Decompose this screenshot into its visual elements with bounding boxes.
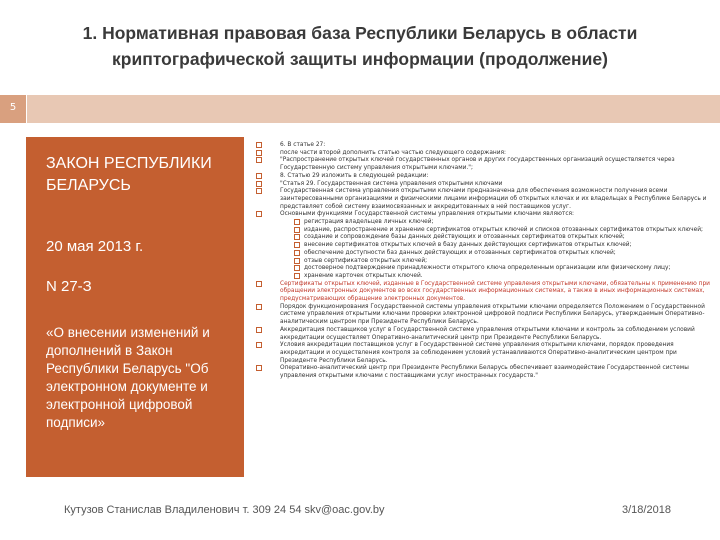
square-bullet-icon <box>294 219 300 225</box>
slide-number: 5 <box>9 102 17 113</box>
square-bullet-icon <box>256 150 262 156</box>
list-item-text: Государственная система управления открытыми ключами предназначена для обеспечения возможности получения всеми заинтересованными организациями и физическими лицами информации об открытых ключах и их владельцах в Республике Беларусь и представляет собой систему взаимосвязанных и аккредитованных в ней поставщиков услуг. <box>280 186 707 210</box>
list-item-text: Порядок функционирования Государственной системы управления открытыми ключами определяется Положением о Государственной системе управления открытыми ключами проверки электронной цифровой подписи Республики Беларусь, утверждаемым Оперативно-аналитическим центром при Президенте Республики Беларусь. <box>280 301 705 326</box>
law-heading: ЗАКОН РЕСПУБЛИКИ БЕЛАРУСЬ <box>46 155 212 194</box>
list-subitem-text: хранение карточек открытых ключей. <box>304 270 423 279</box>
slide-title-line2: криптографической защиты информации (продолжение) <box>112 49 608 69</box>
list-item-text: "Распространение открытых ключей государственных органов и других государственных организаций осуществляется через Государственную систему управления открытыми ключами."; <box>280 155 675 172</box>
list-item-text: Сертификаты открытых ключей, изданные в Государственной системе управления открытыми ключами, обязательны к применению при обращении электронных документов во всех государственных информационных системах, а также в иных информационных системах, предусматривающих обращение электронных документов. <box>280 278 710 303</box>
square-bullet-icon <box>256 157 262 163</box>
square-bullet-icon <box>294 250 300 256</box>
square-bullet-icon <box>256 304 262 310</box>
list-item-text: 6. В статье 27: <box>280 140 326 148</box>
square-bullet-icon <box>294 265 300 271</box>
square-bullet-icon <box>294 227 300 233</box>
list-item <box>256 187 710 210</box>
square-bullet-icon <box>256 281 262 287</box>
list-item-text: Аккредитация поставщиков услуг в Государственной системе управления открытыми ключами и контроль за соблюдением условий аккредитации осуществляет Оперативно-аналитический центр при Президенте Республики Беларусь. <box>280 324 695 341</box>
square-bullet-icon <box>256 327 262 333</box>
list-item <box>256 303 710 326</box>
law-text-list <box>256 141 710 380</box>
list-subitem-text: отзыв сертификатов открытых ключей; <box>304 255 428 264</box>
law-number: N 27-З <box>46 278 92 295</box>
list-item <box>256 280 710 303</box>
square-bullet-icon <box>294 234 300 240</box>
slide-number-bar <box>0 95 720 123</box>
list-subitem-text: внесение сертификатов открытых ключей в базу данных действующих сертификатов открытых ключей; <box>304 240 632 249</box>
list-item <box>256 364 710 379</box>
list-subitem-text: создание и сопровождение базы данных действующих и отозванных сертификатов открытых ключей; <box>304 232 625 241</box>
list-subitem-text: достоверное подтверждение принадлежности открытого ключа определенным организации или физическому лицу; <box>304 263 671 272</box>
square-bullet-icon <box>256 188 262 194</box>
square-bullet-icon <box>256 342 262 348</box>
law-info-panel <box>26 137 244 477</box>
list-item-text: после части второй дополнить статью частью следующего содержания: <box>280 147 507 156</box>
slide-title <box>60 20 660 72</box>
list-item-text: Основными функциями Государственной системы управления открытыми ключами являются: <box>280 209 575 218</box>
law-description: «О внесении изменений и дополнений в Закон Республики Беларусь "Об электронном документе и электронной цифровой подписи» <box>46 325 210 430</box>
list-item <box>256 326 710 341</box>
square-bullet-icon <box>294 242 300 248</box>
square-bullet-icon <box>256 211 262 217</box>
square-bullet-icon <box>256 181 262 187</box>
list-item <box>256 341 710 364</box>
square-bullet-icon <box>294 258 300 264</box>
list-item-text: "Статья 29. Государственная система управления открытыми ключами <box>280 178 503 187</box>
square-bullet-icon <box>256 365 262 371</box>
law-date: 20 мая 2013 г. <box>46 238 144 255</box>
list-subitem-text: регистрация владельцев личных ключей; <box>304 217 434 226</box>
slide-title-line1: 1. Нормативная правовая база Республики Беларусь в области <box>82 23 638 43</box>
list-item <box>256 156 710 171</box>
list-item-text: 8. Статью 29 изложить в следующей редакции: <box>280 170 429 179</box>
list-subitem-text: издание, распространение и хранение сертификатов открытых ключей и списков отозванных сертификатов открытых ключей; <box>304 224 703 233</box>
list-item-text: Условия аккредитации поставщиков услуг в Государственной системе управления открытыми ключами, порядок проведения аккредитации и осуществления контроля за соблюдением условий устанавливаются Оперативно-аналитическим центром при Президенте Республики Беларусь. <box>280 340 677 364</box>
list-item-text: Оперативно-аналитический центр при Президенте Республики Беларусь обеспечивает взаимодействие Государственной системы управления открытыми ключами с поставщиками услуг иностранных государств." <box>280 363 689 380</box>
list-subitem-text: обеспечение доступности баз данных действующих и отозванных сертификатов открытых ключей; <box>304 247 616 256</box>
square-bullet-icon <box>256 142 262 148</box>
footer-author: Кутузов Станислав Владиленович т. 309 24 54 skv@oac.gov.by <box>64 504 385 516</box>
footer-date: 3/18/2018 <box>622 504 671 516</box>
square-bullet-icon <box>256 173 262 179</box>
